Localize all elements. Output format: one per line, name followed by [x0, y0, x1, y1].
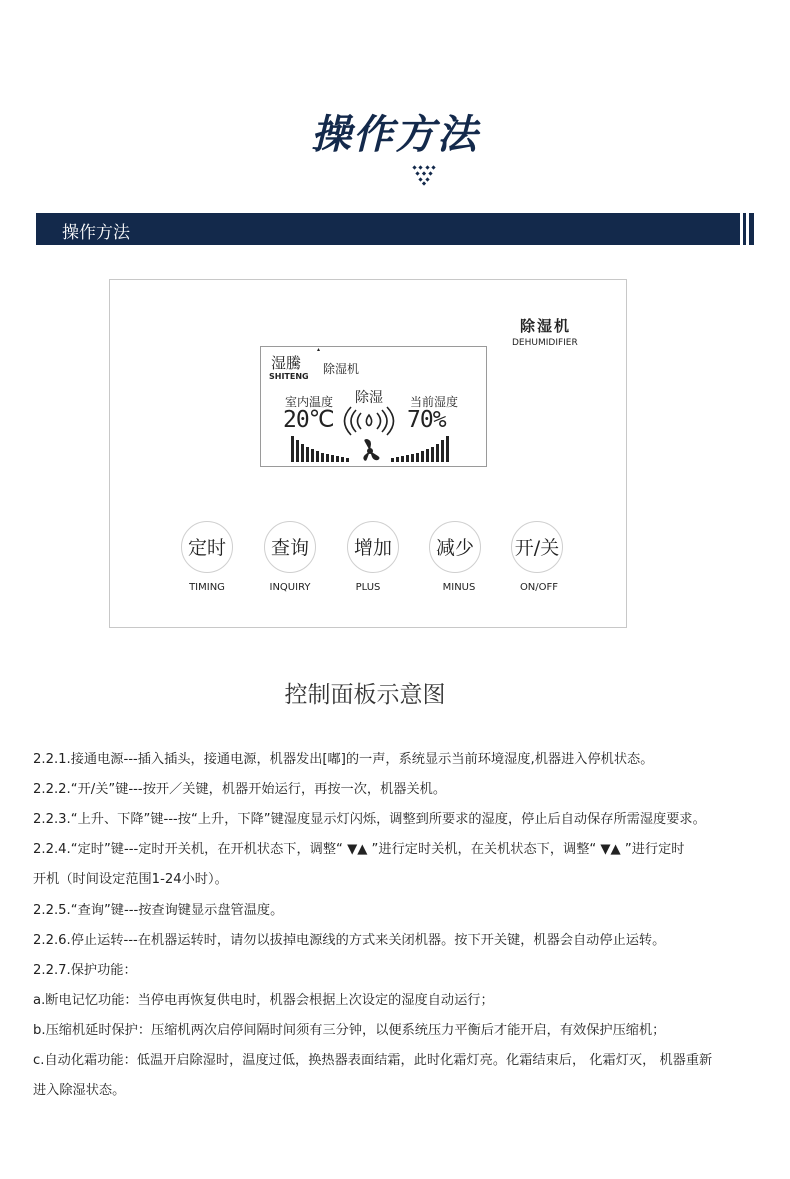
power-key-label: 开/关 — [514, 537, 560, 559]
instruction-line: a.断电记忆功能：当停电再恢复供电时，机器会根据上次设定的湿度自动运行； — [33, 993, 494, 1008]
instruction-line: 2.2.7.保护功能： — [33, 963, 137, 978]
inquiry-key-caption: INQUIRY — [269, 582, 311, 593]
instruction-line: 2.2.6.停止运转---在机器运转时，请勿以拔掉电源线的方式来关闭机器。按下开关键，机器会自动停止运转。 — [33, 933, 666, 948]
water-drop-icon — [345, 407, 394, 435]
minus-key[interactable] — [429, 521, 481, 573]
section-bar-stripe — [743, 213, 746, 245]
timing-key-label: 定时 — [187, 537, 226, 559]
instruction-line: 2.2.3.“上升、下降”键---按“上升，下降”键湿度显示灯闪烁，调整到所要求的湿度，停止后自动保存所需湿度要求。 — [33, 812, 706, 827]
current-humidity-label: 当前湿度 — [410, 395, 459, 409]
instruction-line: 2.2.2.“开/关”键---按开／关键，机器开始运行，再按一次，机器关机。 — [33, 782, 447, 797]
diamond-ornament-icon — [411, 162, 437, 186]
section-bar-stripe — [749, 213, 754, 245]
lcd-graphics — [261, 347, 488, 468]
lcd-model-label: 除湿机 — [323, 362, 360, 376]
timing-key-caption: TIMING — [189, 582, 225, 593]
lcd-display — [260, 346, 487, 467]
indoor-temp-label: 室内温度 — [285, 395, 334, 409]
brand-logo-cn: 湿騰 — [271, 354, 302, 372]
product-name-cn: 除湿机 — [520, 317, 572, 335]
instruction-line: 进入除湿状态。 — [33, 1083, 126, 1098]
section-header-label: 操作方法 — [62, 223, 130, 243]
section-header-bar — [36, 213, 740, 245]
plus-key-label: 增加 — [353, 537, 392, 559]
instruction-line: 开机（时间设定范围1-24小时）。 — [33, 872, 228, 887]
power-key-caption: ON/OFF — [519, 582, 559, 593]
brand-logo-en: SHITENG — [269, 372, 309, 381]
power-key[interactable] — [511, 521, 563, 573]
instruction-line: 2.2.1.接通电源---插入插头，接通电源，机器发出[嘟]的一声，系统显示当前环境湿度,机器进入停机状态。 — [33, 752, 654, 767]
instruction-line: 2.2.5.“查询”键---按查询键显示盘管温度。 — [33, 903, 284, 918]
brand-mark-icon — [317, 348, 320, 351]
humidity-level-bars — [391, 436, 449, 462]
figure-caption: 控制面板示意图 — [284, 682, 446, 708]
control-panel-diagram — [109, 279, 627, 628]
product-name-en: DEHUMIDIFIER — [512, 338, 578, 348]
instruction-line: c.自动化霜功能：低温开启除湿时，温度过低，换热器表面结霜，此时化霜灯亮。化霜结束后， 化霜灯灭， 机器重新 — [33, 1053, 713, 1068]
inquiry-key-label: 查询 — [270, 537, 309, 559]
instruction-line: 2.2.4.“定时”键---定时开关机，在开机状态下，调整“ ▼▲ ”进行定时关机，在关机状态下，调整“ ▼▲ ”进行定时 — [33, 842, 685, 857]
temp-level-bars — [291, 436, 349, 462]
inquiry-key[interactable] — [264, 521, 316, 573]
plus-key-caption: PLUS — [355, 582, 381, 593]
indoor-temp-value: 20℃ — [283, 407, 334, 433]
page-title: 操作方法 — [311, 112, 479, 158]
instruction-line: b.压缩机延时保护：压缩机两次启停间隔时间须有三分钟，以便系统压力平衡后才能开启，有效保护压缩机； — [33, 1023, 666, 1038]
minus-key-label: 减少 — [435, 537, 474, 559]
fan-icon — [363, 439, 379, 461]
minus-key-caption: MINUS — [442, 582, 476, 593]
timing-key[interactable] — [181, 521, 233, 573]
current-humidity-value: 70% — [407, 407, 446, 433]
mode-label: 除湿 — [355, 390, 383, 406]
plus-key[interactable] — [347, 521, 399, 573]
